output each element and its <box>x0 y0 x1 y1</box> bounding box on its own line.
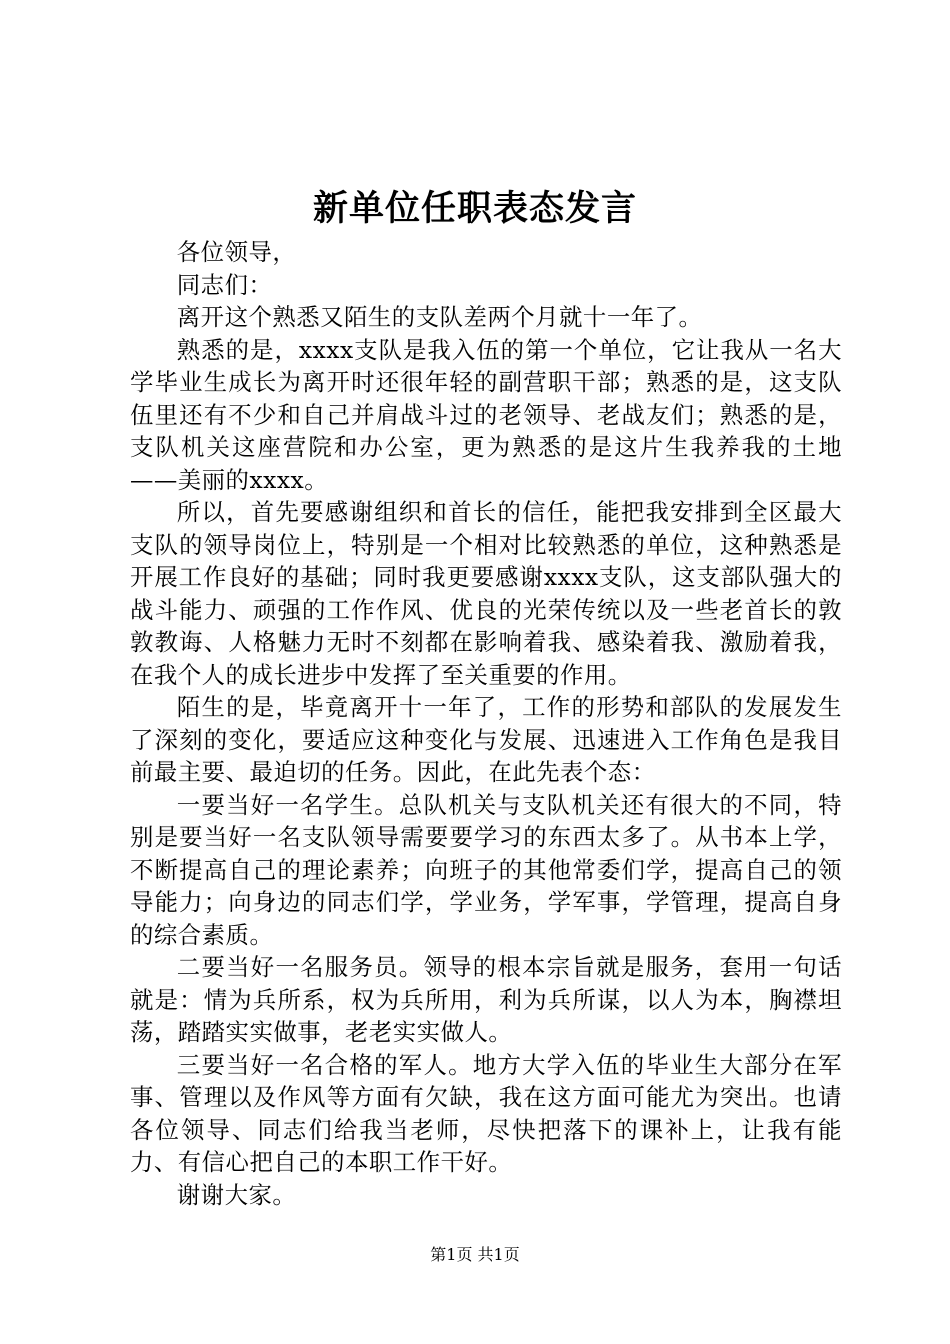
salutation-comrades: 同志们： <box>176 270 273 299</box>
paragraph: 熟悉的是，xxxx支队是我入伍的第一个单位，它让我从一名大学毕业生成长为离开时还很年轻的副营职干部；熟悉的是，这支队伍里还有不少和自己并肩战斗过的老领导、老战友们；熟悉的是，支队机关这座营院和办公室，更为熟悉的是这片生我养我的土地——美丽的xxxx。 <box>130 335 842 494</box>
paragraph: 所以，首先要感谢组织和首长的信任，能把我安排到全区最大支队的领导岗位上，特别是一个相对比较熟悉的单位，这种熟悉是开展工作良好的基础；同时我更要感谢xxxx支队，这支部队强大的战斗能力、顽强的工作作风、优良的光荣传统以及一些老首长的敦敦教诲、人格魅力无时不刻都在影响着我、感染着我、激励着我，在我个人的成长进步中发挥了至关重要的作用。 <box>130 498 842 689</box>
closing-thanks: 谢谢大家。 <box>176 1180 297 1209</box>
paragraph: 三要当好一名合格的军人。地方大学入伍的毕业生大部分在军事、管理以及作风等方面有欠缺，我在这方面可能尤为突出。也请各位领导、同志们给我当老师，尽快把落下的课补上，让我有能力、有信心把自己的本职工作干好。 <box>130 1050 842 1176</box>
paragraph: 一要当好一名学生。总队机关与支队机关还有很大的不同，特别是要当好一名支队领导需要要学习的东西太多了。从书本上学，不断提高自己的理论素养；向班子的其他常委们学，提高自己的领导能力；向身边的同志们学，学业务，学军事，学管理，提高自身的综合素质。 <box>130 790 842 949</box>
salutation-leaders: 各位领导， <box>176 238 297 266</box>
paragraph: 陌生的是，毕竟离开十一年了，工作的形势和部队的发展发生了深刻的变化，要适应这种变化与发展、迅速进入工作角色是我目前最主要、最迫切的任务。因此，在此先表个态： <box>130 693 842 786</box>
paragraph: 二要当好一名服务员。领导的根本宗旨就是服务，套用一句话就是：情为兵所系，权为兵所用，利为兵所谋，以人为本，胸襟坦荡，踏踏实实做事，老老实实做人。 <box>130 953 842 1046</box>
paragraph: 离开这个熟悉又陌生的支队差两个月就十一年了。 <box>176 303 703 331</box>
page-number-footer: 第1页 共1页 <box>430 1245 520 1264</box>
document-title: 新单位任职表态发言 <box>312 188 637 229</box>
document-body <box>130 236 842 1211</box>
